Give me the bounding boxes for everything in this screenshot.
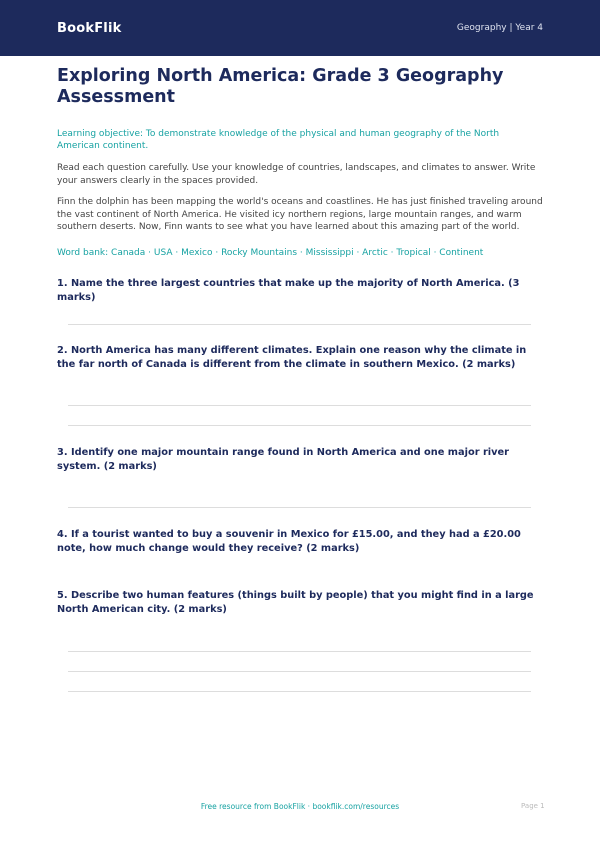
answer-line[interactable] [68,324,531,325]
question-2: 2. North America has many different climates. Explain one reason why the climate in the far north of Canada is different from the climate in southern Mexico. (2 marks) [57,345,527,370]
header-subject-year: Geography | Year 4 [456,23,543,33]
answer-line[interactable] [68,691,531,692]
instructions-text: Read each question carefully. Use your knowledge of countries, landscapes, and climates to answer. Write your answers clearly in the spaces provided. [57,163,536,186]
page-number: Page 1 [521,802,545,810]
story-text: Finn the dolphin has been mapping the world's oceans and coastlines. He has just finished traveling around the vast continent of North America. He visited icy northern regions, large mountain ranges, and warm southern deserts. Now, Finn wants to see what you have learned about this amazing part of the world. [57,197,543,232]
answer-line[interactable] [68,507,531,508]
question-4: 4. If a tourist wanted to buy a souvenir in Mexico for £15.00, and they had a £20.00 note, how much change would they receive? (2 marks) [57,529,521,554]
question-3: 3. Identify one major mountain range found in North America and one major river system. (2 marks) [57,447,510,472]
page-header [0,0,600,56]
learning-objective: Learning objective: To demonstrate knowledge of the physical and human geography of the North American continent. [57,129,500,151]
answer-line[interactable] [68,405,531,406]
answer-line[interactable] [68,651,531,652]
footer-resource-link[interactable]: Free resource from BookFlik · bookflik.com/resources [200,802,400,811]
intro-section [57,66,543,259]
question-5: 5. Describe two human features (things built by people) that you might find in a large North American city. (2 marks) [57,590,534,615]
page-title: Exploring North America: Grade 3 Geography Assessment [57,66,504,107]
answer-line[interactable] [68,425,531,426]
brand-logo[interactable]: BookFlik [57,20,122,36]
question-1: 1. Name the three largest countries that make up the majority of North America. (3 marks) [57,278,520,303]
answer-line[interactable] [68,671,531,672]
word-bank: Word bank: Canada · USA · Mexico · Rocky Mountains · Mississippi · Arctic · Tropical · Continent [57,247,484,258]
